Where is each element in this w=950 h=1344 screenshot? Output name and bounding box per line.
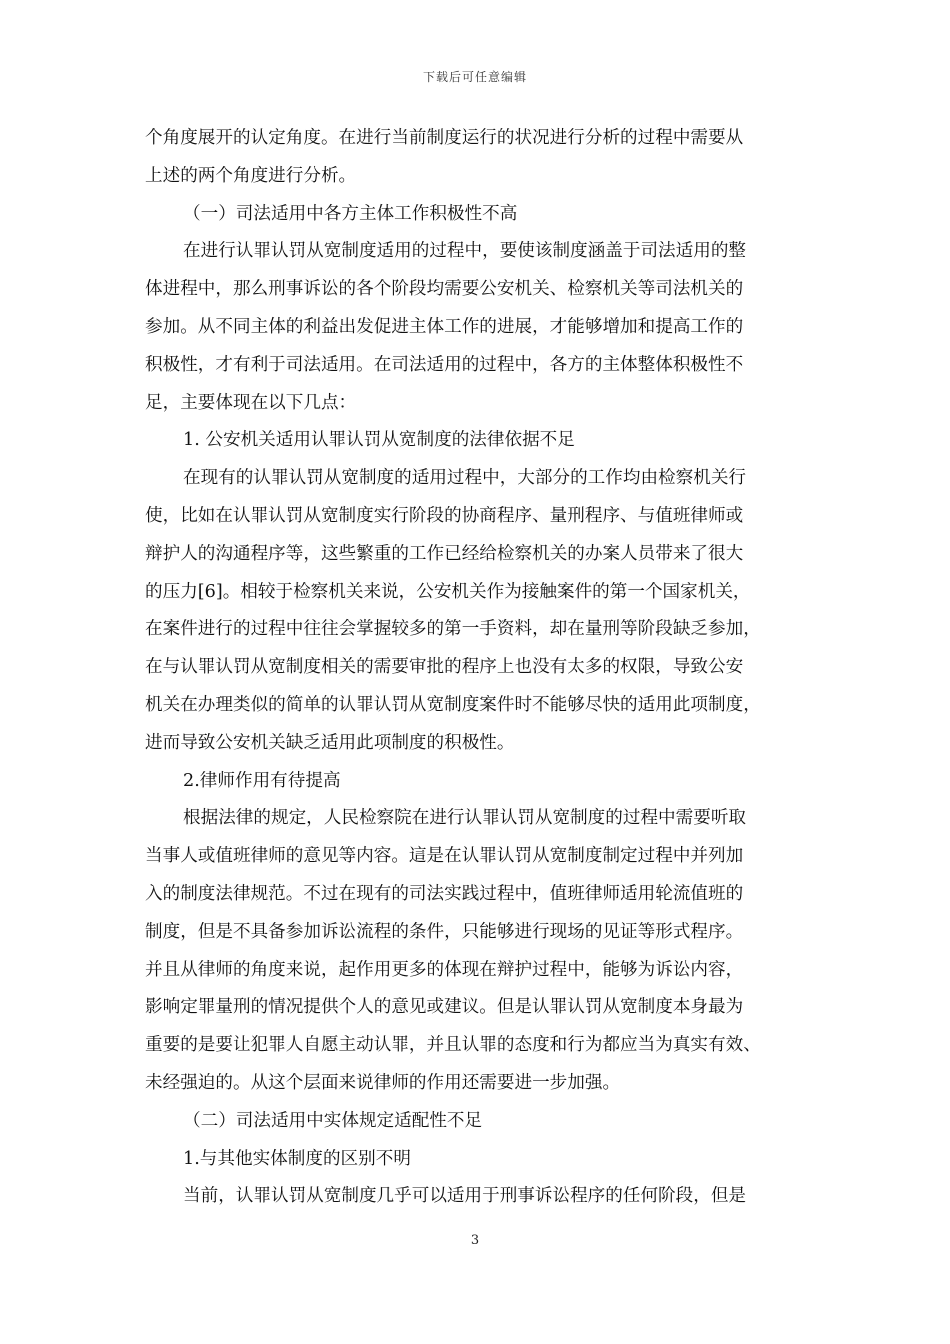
body-line: 上述的两个角度进行分析。 [145,165,357,186]
body-line: 进而导致公安机关缺乏适用此项制度的积极性。 [145,732,515,753]
subsection-heading: 1.与其他实体制度的区别不明 [183,1148,411,1169]
body-line: 并且从律师的角度来说，起作用更多的体现在辩护过程中，能够为诉讼内容， [145,959,744,980]
body-line: 个角度展开的认定角度。在进行当前制度运行的状况进行分析的过程中需要从 [145,128,744,148]
body-line: 入的制度法律规范。不过在现有的司法实践过程中，值班律师适用轮流值班的 [145,883,744,904]
body-line: 重要的是要让犯罪人自愿主动认罪，并且认罪的态度和行为都应当为真实有效、 [145,1035,761,1056]
paragraph-start: 在现有的认罪认罚从宽制度的适用过程中，大部分的工作均由检察机关行 [183,468,747,489]
paragraph-start: 根据法律的规定，人民检察院在进行认罪认罚从宽制度的过程中需要听取 [183,808,747,829]
body-line: 参加。从不同主体的利益出发促进主体工作的进展，才能够增加和提高工作的 [145,316,744,337]
paragraph-start: 当前，认罪认罚从宽制度几乎可以适用于刑事诉讼程序的任何阶段，但是 [183,1186,747,1207]
paragraph-start: 在进行认罪认罚从宽制度适用的过程中，要使该制度涵盖于司法适用的整 [183,241,747,262]
body-line: 制度，但是不具备参加诉讼流程的条件，只能够进行现场的见证等形式程序。 [145,921,744,942]
body-line: 未经强迫的。从这个层面来说律师的作用还需要进一步加强。 [145,1072,621,1093]
body-line: 当事人或值班律师的意见等内容。這是在认罪认罚从宽制度制定过程中并列加 [145,846,744,867]
page-header: 下载后可任意编辑 [422,70,527,84]
section-heading: （二）司法适用中实体规定适配性不足 [183,1110,483,1131]
body-line: 在案件进行的过程中往往会掌握较多的第一手资料，却在量刑等阶段缺乏参加， [145,619,761,640]
section-heading: （一）司法适用中各方主体工作积极性不高 [183,203,518,224]
page-number: 3 [470,1233,480,1248]
body-line: 在与认罪认罚从宽制度相关的需要审批的程序上也没有太多的权限，导致公安 [145,657,744,678]
body-line: 机关在办理类似的简单的认罪认罚从宽制度案件时不能够尽快的适用此项制度， [145,694,761,715]
body-line: 影响定罪量刑的情况提供个人的意见或建议。但是认罪认罚从宽制度本身最为 [145,997,744,1018]
body-line: 的压力[6]。相较于检察机关来说，公安机关作为接触案件的第一个国家机关， [145,581,751,602]
body-line: 辩护人的沟通程序等，这些繁重的工作已经给检察机关的办案人员带来了很大 [145,543,744,564]
subsection-heading: 2.律师作用有待提高 [183,770,341,791]
body-line: 使，比如在认罪认罚从宽制度实行阶段的协商程序、量刑程序、与值班律师或 [145,505,744,526]
subsection-heading: 1. 公安机关适用认罪认罚从宽制度的法律依据不足 [183,430,575,451]
body-line: 体进程中，那么刑事诉讼的各个阶段均需要公安机关、检察机关等司法机关的 [145,279,744,300]
document-body [145,120,810,1216]
body-line: 足，主要体现在以下几点： [145,392,357,413]
body-line: 积极性，才有利于司法适用。在司法适用的过程中，各方的主体整体积极性不 [145,354,744,375]
